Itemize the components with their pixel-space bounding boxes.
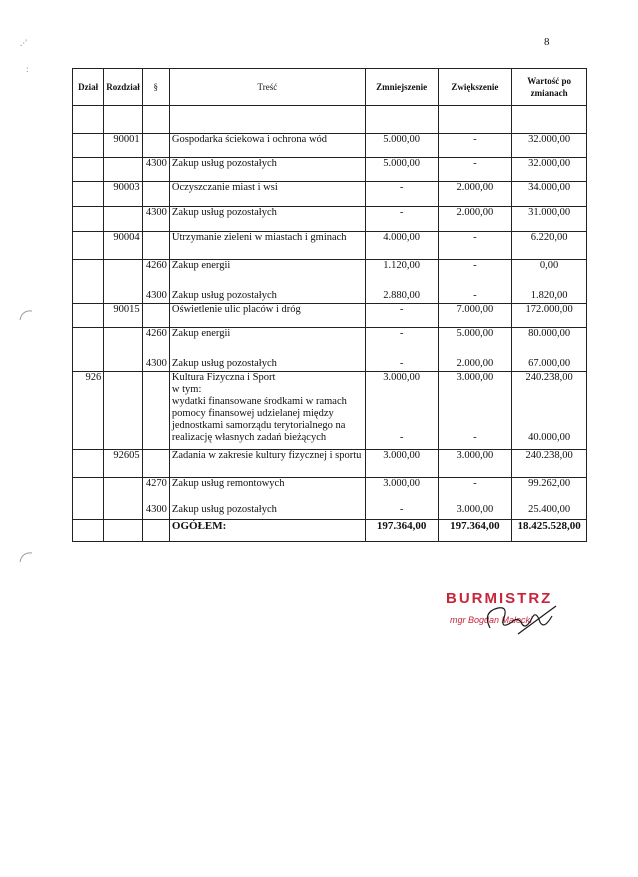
header-zmniejszenie: Zmniejszenie — [365, 69, 438, 106]
cell-tresc: Zadania w zakresie kultury fizycznej i sportu — [169, 450, 365, 478]
cell-zmniejszenie: 2.880,00 — [383, 290, 421, 301]
cell-tresc: Utrzymanie zieleni w miastach i gminach — [169, 232, 365, 260]
cell-tresc: Oczyszczanie miast i wsi — [169, 182, 365, 207]
empty-row — [73, 106, 587, 134]
cell-wartosc: 1.820,00 — [530, 290, 568, 301]
cell-zwiekszenie: - — [473, 260, 477, 271]
cell-zmniejszenie: 5.000,00 — [365, 158, 438, 182]
cell-zmniejszenie: - — [365, 207, 438, 232]
handwritten-signature — [478, 600, 568, 640]
cell-tresc: Kultura Fizyczna i Sport — [171, 372, 276, 383]
page-number: 8 — [544, 36, 550, 48]
cell-wartosc: 240.238,00 — [525, 372, 573, 383]
cell-wartosc: 67.000,00 — [528, 358, 571, 369]
stamp-name: mgr Bogdan Małecki — [450, 615, 533, 625]
cell-zwiekszenie: 7.000,00 — [438, 304, 512, 328]
header-paragraf: § — [142, 69, 169, 106]
total-label: OGÓŁEM: — [169, 520, 365, 542]
cell-tresc: Zakup usług remontowych — [171, 478, 285, 489]
cell-wartosc: 32.000,00 — [512, 134, 587, 158]
punch-hole-mark — [18, 550, 34, 564]
cell-zmniejszenie: 3.000,00 — [365, 450, 438, 478]
scan-speck: .·' — [20, 38, 27, 48]
cell-paragraf: 4260 — [145, 260, 167, 271]
cell-dzial — [73, 134, 104, 158]
cell-wartosc: 34.000,00 — [512, 182, 587, 207]
cell-paragraf: 4300 — [145, 290, 167, 301]
cell-rozdzial: 90001 — [104, 134, 142, 158]
cell-rozdzial: 90003 — [104, 182, 142, 207]
cell-zwiekszenie: 3.000,00 — [438, 450, 512, 478]
cell-wartosc: 25.400,00 — [528, 504, 571, 515]
header-zwiekszenie: Zwiększenie — [438, 69, 512, 106]
cell-zwiekszenie: 5.000,00 — [456, 328, 494, 339]
cell-paragraf — [142, 134, 169, 158]
cell-zwiekszenie: - — [473, 432, 477, 443]
cell-zmniejszenie: 5.000,00 — [365, 134, 438, 158]
cell-dzial: 926 — [73, 372, 104, 450]
cell-wartosc: 99.262,00 — [528, 478, 571, 489]
cell-zwiekszenie: 2.000,00 — [456, 358, 494, 369]
cell-zwiekszenie: - — [473, 290, 477, 301]
scan-speck: : — [26, 64, 29, 74]
cell-zwiekszenie: 3.000,00 — [456, 372, 494, 383]
cell-zmniejszenie: 1.120,00 — [383, 260, 421, 271]
cell-tresc: Oświetlenie ulic placów i dróg — [169, 304, 365, 328]
cell-tresc: Zakup usług pozostałych — [169, 207, 365, 232]
total-wartosc: 18.425.528,00 — [512, 520, 587, 542]
table-row — [73, 232, 587, 260]
cell-wartosc: 80.000,00 — [528, 328, 571, 339]
cell-zwiekszenie: 2.000,00 — [438, 207, 512, 232]
total-zwiekszenie: 197.364,00 — [438, 520, 512, 542]
table-row — [73, 134, 587, 158]
table-row — [73, 478, 587, 520]
cell-rozdzial: 92605 — [104, 450, 142, 478]
table-row — [73, 450, 587, 478]
cell-paragraf: 4260 — [145, 328, 167, 339]
cell-rozdzial: 90004 — [104, 232, 142, 260]
cell-wartosc: 0,00 — [539, 260, 559, 271]
cell-zwiekszenie: 3.000,00 — [456, 504, 494, 515]
cell-zmniejszenie: 3.000,00 — [383, 478, 421, 489]
cell-tresc: Zakup usług pozostałych — [171, 290, 277, 301]
table-row — [73, 304, 587, 328]
header-wartosc: Wartość po zmianach — [512, 69, 587, 106]
total-zmniejszenie: 197.364,00 — [365, 520, 438, 542]
table-row — [73, 207, 587, 232]
cell-paragraf: 4300 — [145, 358, 167, 369]
cell-zmniejszenie: - — [399, 504, 404, 515]
cell-zmniejszenie: - — [399, 328, 404, 339]
table-row — [73, 372, 587, 450]
header-tresc: Treść — [169, 69, 365, 106]
cell-paragraf: 4300 — [142, 207, 169, 232]
cell-wartosc: 31.000,00 — [512, 207, 587, 232]
cell-zwiekszenie: - — [438, 232, 512, 260]
cell-paragraf: 4300 — [142, 158, 169, 182]
cell-paragraf: 4270 — [145, 478, 167, 489]
cell-tresc: Zakup usług pozostałych — [169, 158, 365, 182]
cell-wartosc: 32.000,00 — [512, 158, 587, 182]
cell-zwiekszenie: 2.000,00 — [438, 182, 512, 207]
stamp-title: BURMISTRZ — [446, 590, 553, 607]
cell-tresc: Zakup usług pozostałych — [171, 504, 277, 515]
total-row — [73, 520, 587, 542]
cell-tresc-sub: w tym: — [171, 384, 202, 395]
table-row — [73, 182, 587, 207]
cell-tresc: Gospodarka ściekowa i ochrona wód — [169, 134, 365, 158]
cell-zmniejszenie: - — [365, 304, 438, 328]
cell-zmniejszenie: - — [365, 182, 438, 207]
cell-zmniejszenie: - — [399, 432, 404, 443]
table-header-row — [73, 69, 587, 106]
cell-tresc: Zakup energii — [171, 260, 231, 271]
cell-zmniejszenie: - — [399, 358, 404, 369]
cell-rozdzial: 90015 — [104, 304, 142, 328]
table-row — [73, 158, 587, 182]
cell-wartosc: 6.220,00 — [512, 232, 587, 260]
cell-tresc: Zakup usług pozostałych — [171, 358, 277, 369]
header-rozdzial: Rozdział — [104, 69, 142, 106]
cell-zmniejszenie: 4.000,00 — [365, 232, 438, 260]
cell-tresc-sub: wydatki finansowane środkami w ramach pomocy finansowej udzielanej między jednostkami samorządu terytorialnego na realizację własnych zadań bieżących — [171, 396, 347, 443]
header-dzial: Dział — [73, 69, 104, 106]
cell-zwiekszenie: - — [438, 158, 512, 182]
table-row — [73, 328, 587, 372]
cell-tresc: Zakup energii — [171, 328, 231, 339]
cell-zwiekszenie: - — [473, 478, 477, 489]
cell-wartosc: 40.000,00 — [528, 432, 571, 443]
cell-wartosc: 240.238,00 — [512, 450, 587, 478]
budget-change-table — [72, 68, 587, 542]
punch-hole-mark — [18, 308, 34, 322]
table-row — [73, 260, 587, 304]
cell-paragraf: 4300 — [145, 504, 167, 515]
cell-zmniejszenie: 3.000,00 — [383, 372, 421, 383]
cell-wartosc: 172.000,00 — [512, 304, 587, 328]
cell-zwiekszenie: - — [438, 134, 512, 158]
